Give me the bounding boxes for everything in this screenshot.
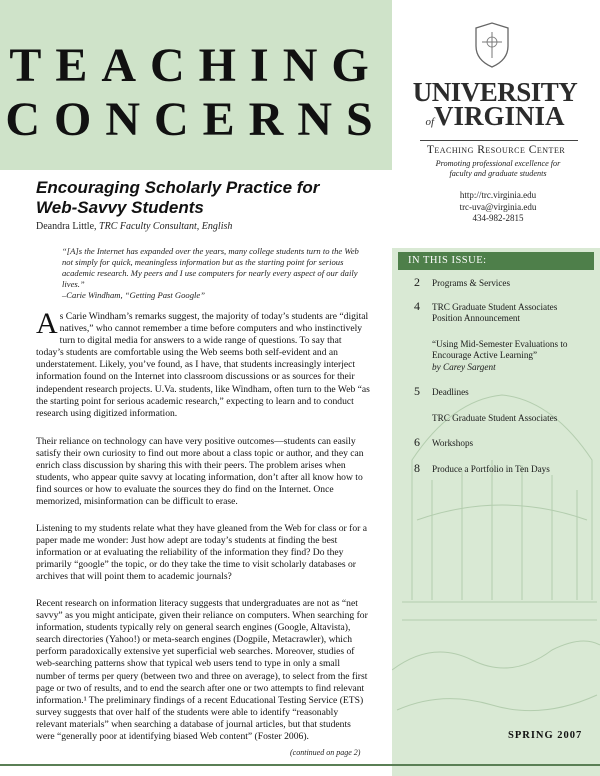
university-seal-icon	[470, 20, 514, 70]
masthead-title-line2: CONCERNS	[5, 93, 387, 146]
email-link[interactable]: trc-uva@virginia.edu	[459, 201, 537, 212]
toc-page-number: 8	[414, 460, 420, 475]
drop-cap: A	[36, 307, 58, 340]
toc-item[interactable]	[410, 460, 580, 476]
issue-season: SPRING 2007	[508, 730, 583, 741]
toc-page-number: 2	[414, 275, 420, 289]
toc-label: Produce a Portfolio in Ten Days	[432, 463, 550, 474]
quote-attribution: –Carie Windham, “Getting Past Google”	[62, 290, 205, 300]
toc-label: Deadlines	[432, 387, 469, 397]
toc-label: Programs & Services	[432, 278, 511, 288]
toc-item[interactable]	[410, 435, 580, 450]
logo-of: of	[425, 116, 435, 128]
toc-label: TRC Graduate Student Associates Position Announcement	[432, 301, 558, 323]
tagline-line2: faculty and graduate students	[449, 169, 547, 178]
toc-item[interactable]	[410, 413, 580, 425]
toc-item[interactable]	[410, 298, 580, 325]
tagline	[418, 159, 578, 179]
toc-item[interactable]	[410, 384, 580, 399]
masthead-title-line1: TEACHING	[9, 39, 383, 92]
website-link[interactable]: http://trc.virginia.edu	[459, 190, 537, 200]
paragraph-3: Listening to my students relate what they have gleaned from the Web for class or for a paper made me wonder: Just how adept are today’s students at finding the best information or at evaluating the reliability of the information they find? Do they primarily “google” the topic, or do they take the time to visit scholarly databases or archives that will point them to academic journals?	[36, 523, 367, 583]
logo-line1: UNIVERSITY	[412, 77, 578, 107]
paragraph-1	[36, 307, 370, 420]
article-title-line2: Web-Savvy Students	[36, 198, 204, 217]
article-title	[36, 178, 366, 218]
toc-label: “Using Mid-Semester Evaluations to Encourage Active Learning”	[432, 338, 568, 360]
paragraph-2: Their reliance on technology can have very positive outcomes—students can easily satisfy their own curiosity to find out more about a class topic or author, and they can enrich class discussion by sharing this with their peers. The problem arises when students, who appear quite savvy at locating information, don’t after all know how to find sources or how to evaluate the sources they do find on the Internet. Once memorized, misinformation can be difficult to erase.	[36, 436, 364, 508]
byline	[36, 221, 232, 232]
toc-page-number: 4	[414, 298, 420, 313]
contact-info	[418, 190, 578, 225]
phone-number: 434-982-2815	[472, 213, 524, 223]
tagline-line1: Promoting professional excellence for	[435, 159, 561, 168]
quote-text: “[A]s the Internet has expanded over the years, many college students turn to the Web not simply for quick, meaningless information but as the starting point for serious academic research. My peers and I use computers for nearly every aspect of our daily lives.”	[62, 246, 359, 289]
continued-note: (continued on page 2)	[290, 748, 361, 757]
paragraph-1-text: s Carie Windham’s remarks suggest, the majority of today’s students are “digital natives,” who cannot remember a time before computers and who instinctively turn to digital media for answers to a wide range of questions. To say that today’s students are comfortable using the Web seems both self-evident and an understatement. Likely, you’ve found, as I have, that students increasingly interject information found on the Internet into classroom discussions or as sources for their independent research projects. U.Va. students, like Windham, often turn to the Web “as the starting point for serious academic research,” expecting to learn and to conduct research using digitized information.	[36, 311, 370, 419]
author-role: TRC Faculty Consultant, English	[99, 221, 233, 232]
university-logo	[410, 77, 580, 134]
toc-label: Workshops	[432, 438, 474, 448]
toc-item[interactable]	[410, 275, 580, 290]
table-of-contents	[410, 275, 580, 475]
toc-page-number: 5	[414, 384, 420, 398]
article-title-line1: Encouraging Scholarly Practice for	[36, 178, 320, 197]
logo-line2: VIRGINIA	[434, 101, 565, 131]
toc-item[interactable]	[410, 339, 580, 374]
toc-label: TRC Graduate Student Associates	[432, 412, 558, 423]
author-name: Deandra Little,	[36, 221, 97, 232]
divider	[420, 140, 578, 141]
pull-quote	[62, 246, 362, 301]
footer-rule	[0, 764, 600, 766]
toc-author: by Carey Sargent	[432, 361, 496, 372]
center-name: Teaching Resource Center	[426, 144, 566, 156]
toc-page-number: 6	[414, 435, 420, 449]
paragraph-4: Recent research on information literacy suggests that undergraduates are not as “net savvy” as you might anticipate, given their reliance on computers. When searching for information, students typically rely on general search engines (Google, Altavista), search directories (Yahoo!) or meta-search engines (Dogpile, Metacrawler), which perform paradoxically extensive yet superficial web searches. Moreover, studies of web-searching patterns show that typical web users tend to type in only a small number of terms per query (between two and three on average), to select from the first page or two of results, and to end the search after one or two attempts to find relevant information.¹ The preliminary findings of a recent Educational Testing Service (ETS) survey suggests that over half of the students were able to identify “reasonably relevant materials” when searching a database of journal articles, but that students were “generally poor at identifying biased Web content” (Foster 2006).	[36, 598, 368, 743]
issue-heading: IN THIS ISSUE:	[398, 252, 594, 270]
